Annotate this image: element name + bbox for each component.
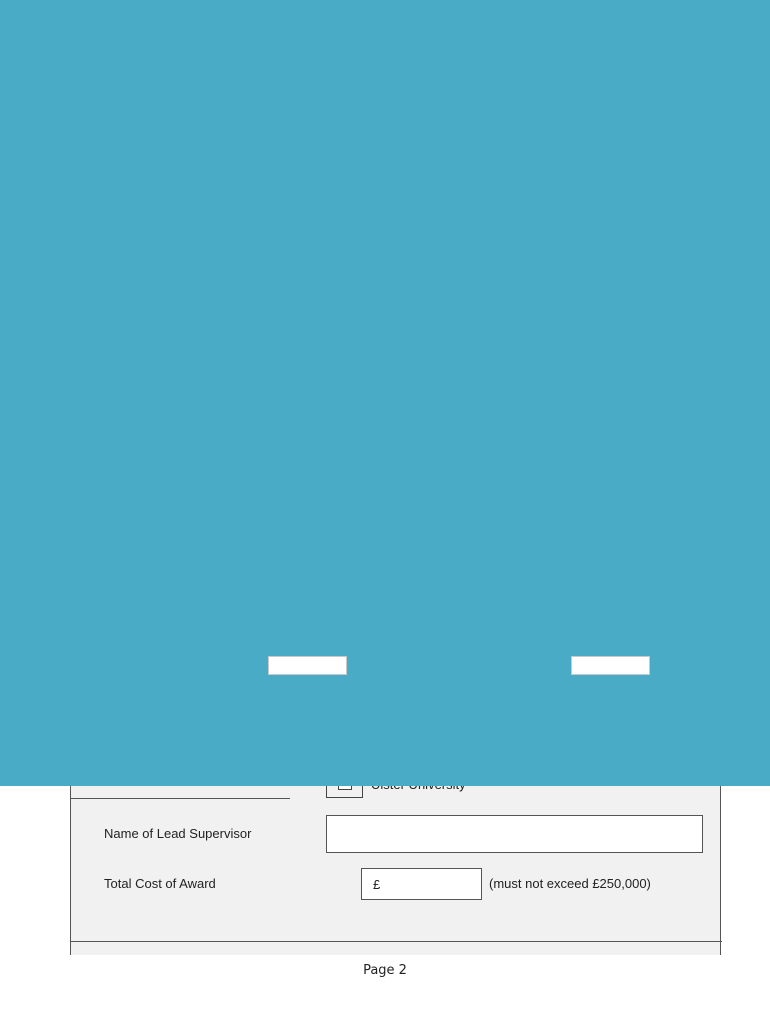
total-cost-field[interactable]	[361, 868, 482, 900]
panel-bottom-border	[70, 941, 722, 942]
page-number: Page 2	[363, 963, 407, 978]
total-cost-label: Total Cost of Award	[104, 876, 216, 891]
lead-supervisor-input[interactable]	[326, 815, 703, 853]
currency-symbol: £	[373, 877, 381, 892]
overlay-button-left[interactable]	[268, 656, 347, 675]
overlay-button-right[interactable]	[571, 656, 650, 675]
lead-supervisor-label: Name of Lead Supervisor	[104, 826, 252, 841]
cost-limit-note: (must not exceed £250,000)	[489, 876, 651, 891]
section-divider	[70, 798, 290, 799]
total-cost-input[interactable]	[386, 871, 482, 899]
